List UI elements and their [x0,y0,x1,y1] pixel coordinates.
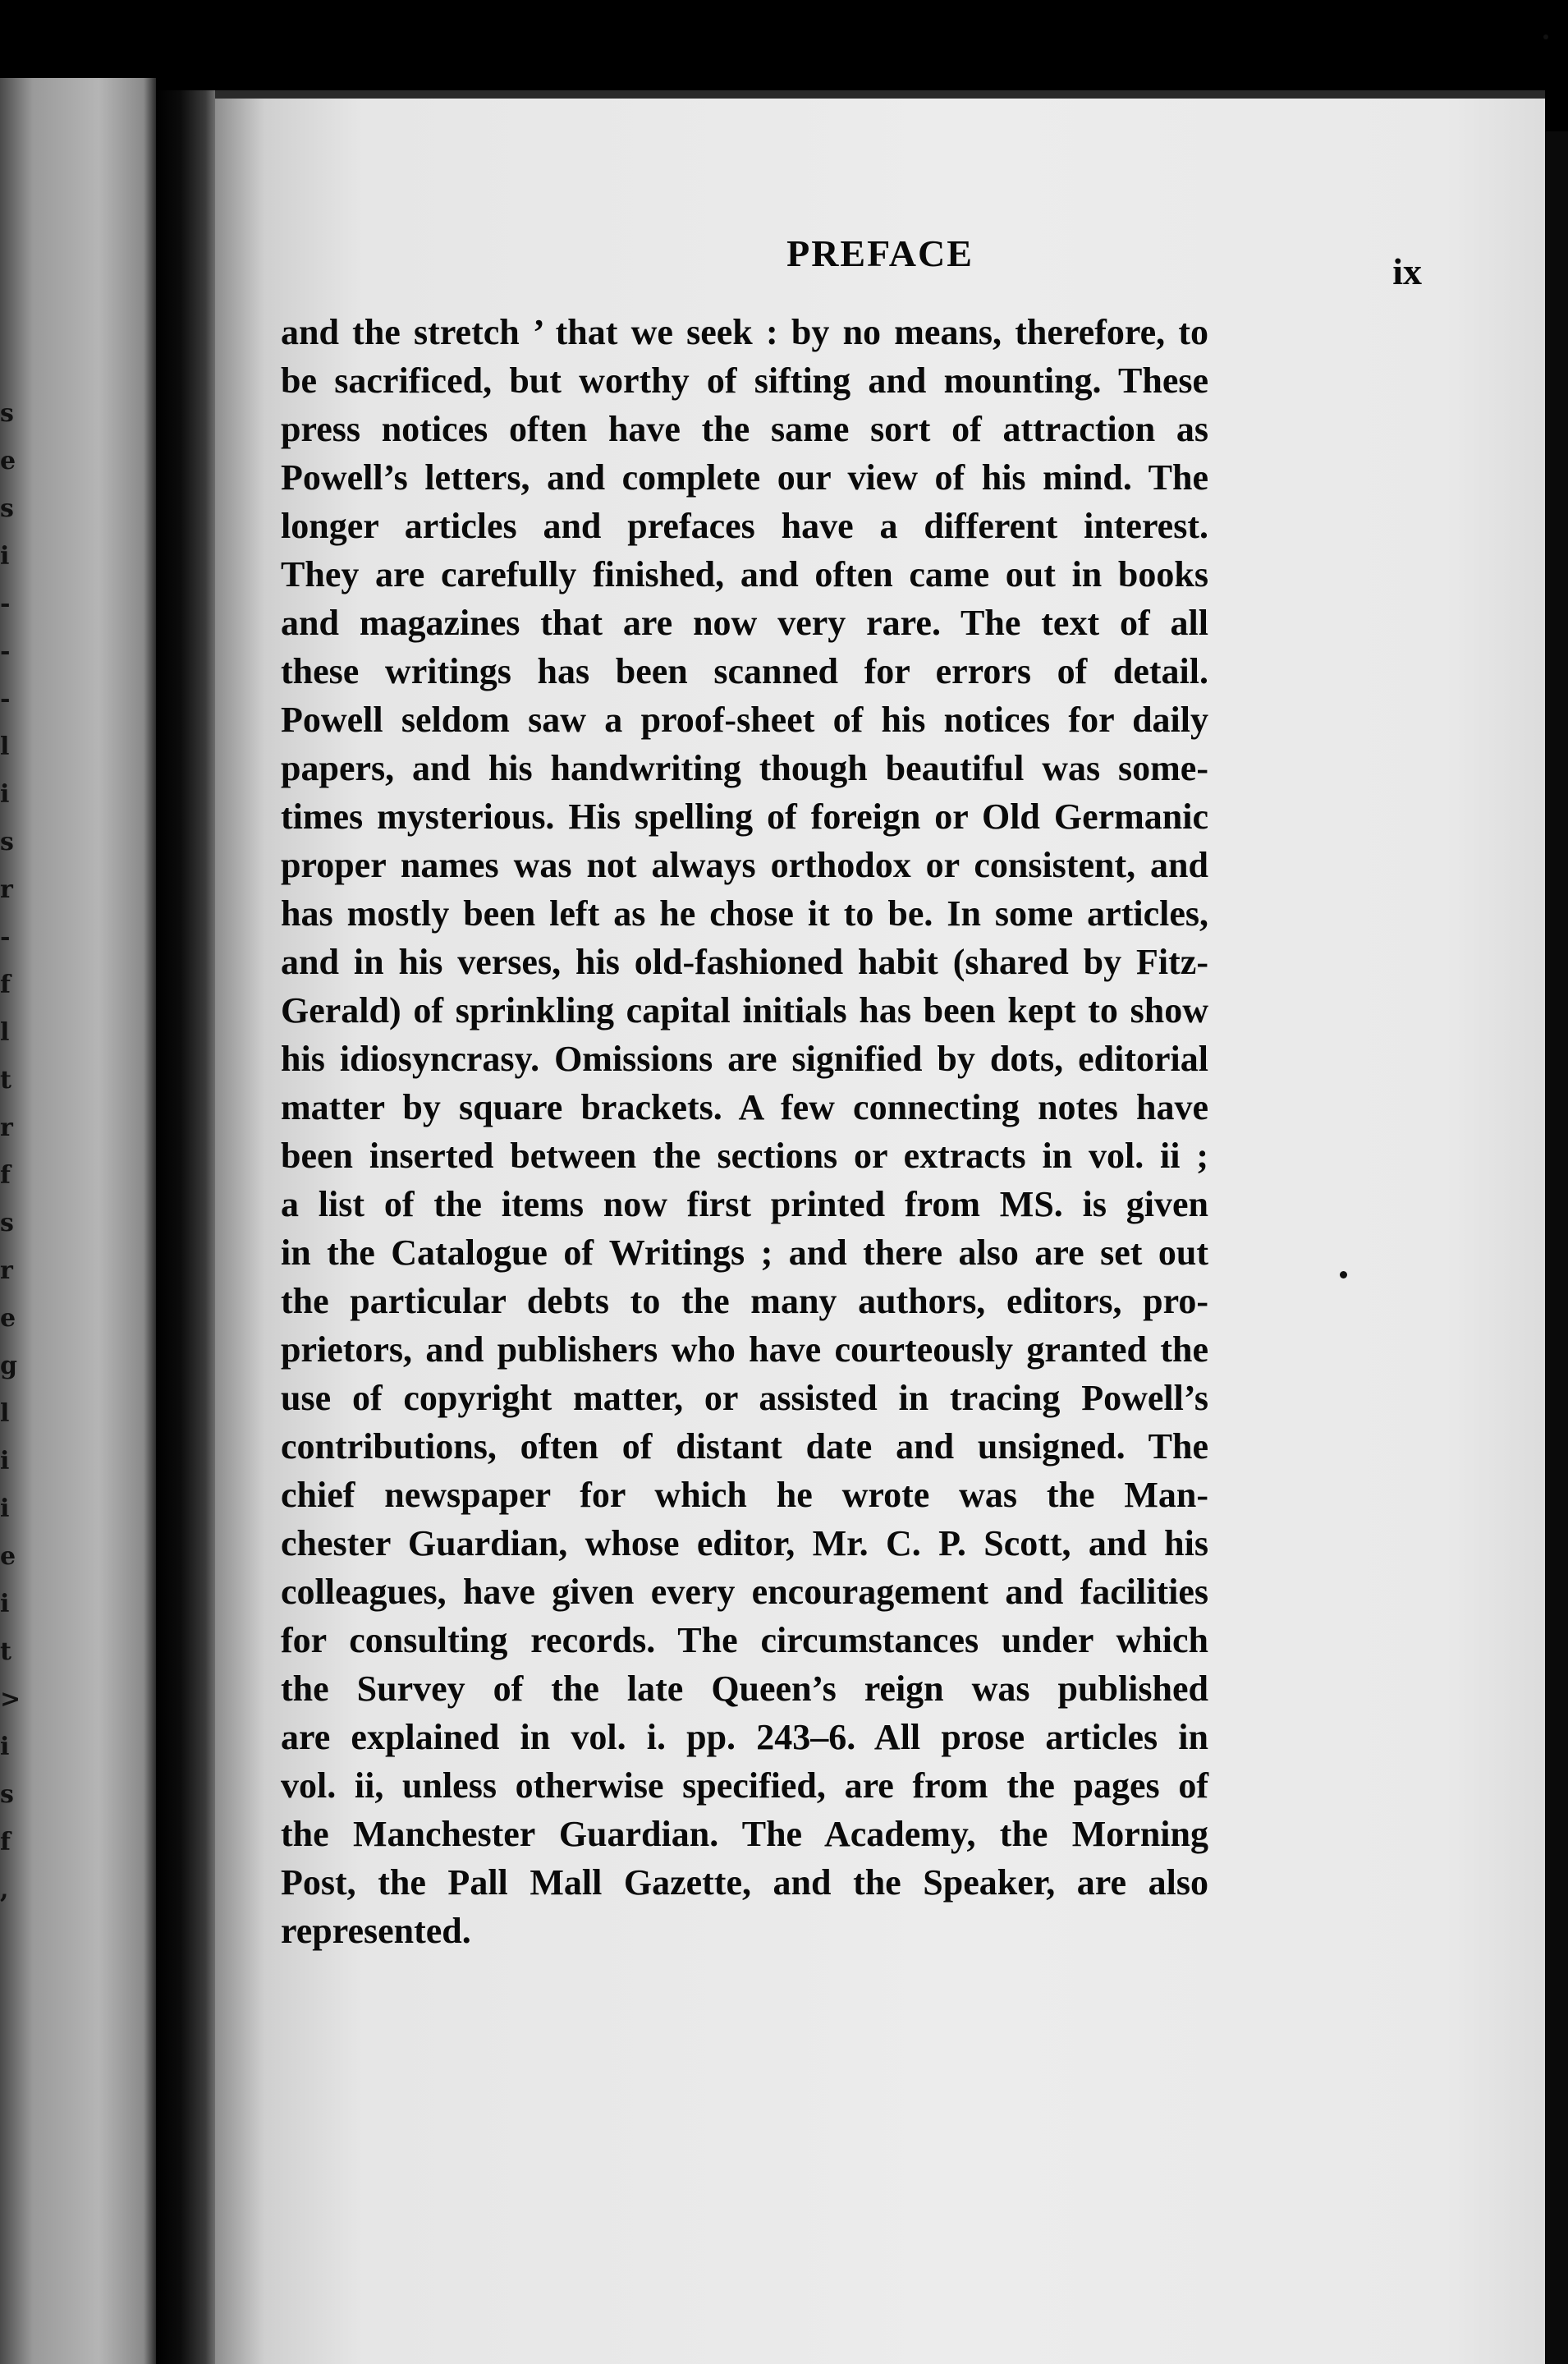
margin-fragment: t [0,1066,11,1095]
margin-fragment: e [0,1304,16,1333]
previous-page-text-fragments [0,390,21,1914]
text-line: and magazines that are now very rare. The text of all [281,603,1208,643]
page-header [215,232,1545,297]
text-line: proper names was not always orthodox or consistent, and [281,845,1208,885]
text-line: represented. [281,1911,471,1951]
margin-fragment: - [0,923,11,952]
text-line: in the Catalogue of Writings ; and there also are set out [281,1232,1208,1273]
running-head: PREFACE [786,232,974,274]
margin-fragment: - [0,685,11,714]
text-line: Powell’s letters, and complete our view of his mind. The [281,457,1208,498]
text-line: longer articles and prefaces have a different interest. [281,506,1208,546]
text-line: his idiosyncrasy. Omissions are signified by dots, editorial [281,1039,1208,1079]
margin-fragment: i [0,1733,10,1761]
margin-fragment: i [0,1447,10,1476]
margin-fragment: - [0,590,11,618]
margin-fragment: i [0,542,10,571]
text-line: contributions, often of distant date and unsigned. The [281,1426,1208,1467]
text-line: Powell seldom saw a proof-sheet of his notices for daily [281,700,1208,740]
previous-page-edge [0,78,156,2364]
body-text [281,308,1208,1955]
text-line: Post, the Pall Mall Gazette, and the Speaker, are also [281,1862,1208,1903]
text-line: been inserted between the sections or extracts in vol. ii ; [281,1136,1208,1176]
text-line: for consulting records. The circumstances under which [281,1620,1208,1660]
margin-fragment: g [0,1352,17,1380]
margin-fragment: l [0,1018,10,1047]
text-line: the Manchester Guardian. The Academy, the Morning [281,1814,1208,1854]
margin-fragment: r [0,875,13,904]
text-line: has mostly been left as he chose it to be. In some articles, [281,893,1208,934]
text-line: a list of the items now first printed from MS. is given [281,1184,1208,1224]
margin-fragment: > [0,1685,21,1714]
page-number: ix [1392,250,1422,292]
text-line: colleagues, have given every encouragement and facilities [281,1572,1208,1612]
text-line: matter by square brackets. A few connecting notes have [281,1087,1208,1127]
text-line: papers, and his handwriting though beautiful was some- [281,748,1208,788]
margin-fragment: s [0,399,14,428]
text-line: They are carefully finished, and often came out in books [281,554,1208,594]
ink-speck [1340,1271,1347,1278]
text-line: vol. ii, unless otherwise specified, are from the pages of [281,1765,1208,1806]
margin-fragment: e [0,1542,16,1571]
margin-fragment: f [0,1161,11,1190]
margin-fragment: s [0,828,14,856]
margin-fragment: s [0,1780,14,1809]
text-line: and the stretch ’ that we seek : by no means, therefore, to [281,312,1208,352]
text-line: use of copyright matter, or assisted in tracing Powell’s [281,1378,1208,1418]
book-gutter [156,90,218,2364]
margin-fragment: i [0,780,10,809]
margin-fragment: l [0,1399,10,1428]
margin-fragment: f [0,971,11,999]
margin-fragment: s [0,1209,14,1237]
text-line: these writings has been scanned for errors of detail. [281,651,1208,691]
margin-fragment: s [0,494,14,523]
text-line: Gerald) of sprinkling capital initials has been kept to show [281,990,1208,1031]
text-line: press notices often have the same sort of attraction as [281,409,1208,449]
text-line: chester Guardian, whose editor, Mr. C. P. Scott, and his [281,1523,1208,1563]
ink-speck [1543,34,1548,39]
margin-fragment: f [0,1828,11,1857]
page-right-shadow [1545,131,1568,2364]
margin-fragment: , [0,1875,9,1904]
text-line: are explained in vol. i. pp. 243–6. All prose articles in [281,1717,1208,1757]
text-line: chief newspaper for which he wrote was the Man- [281,1475,1208,1515]
margin-fragment: t [0,1637,11,1666]
margin-fragment: i [0,1494,10,1523]
margin-fragment: r [0,1113,13,1142]
margin-fragment: l [0,732,10,761]
text-line: prietors, and publishers who have courteously granted the [281,1329,1208,1370]
margin-fragment: e [0,447,16,475]
margin-fragment: i [0,1590,10,1618]
text-line: times mysterious. His spelling of foreign or Old Germanic [281,796,1208,837]
margin-fragment: r [0,1256,13,1285]
margin-fragment: - [0,637,11,666]
text-line: be sacrificed, but worthy of sifting and mounting. These [281,360,1208,401]
text-line: the Survey of the late Queen’s reign was published [281,1669,1208,1709]
text-line: the particular debts to the many authors, editors, pro- [281,1281,1208,1321]
text-line: and in his verses, his old-fashioned habit (shared by Fitz- [281,942,1208,982]
